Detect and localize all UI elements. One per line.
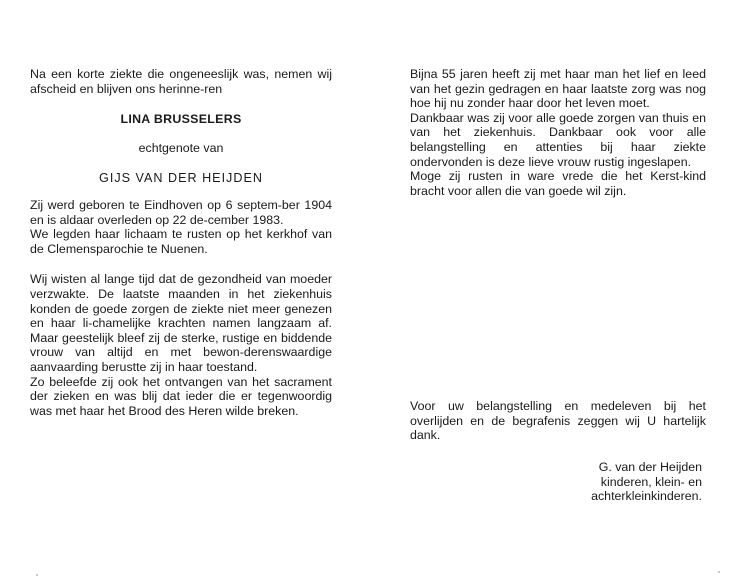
relation-text: echtgenote van: [138, 140, 224, 155]
signoff-line: achterkleinkinderen.: [591, 489, 702, 504]
sacrament-text: Zo beleefde zij ook het ontvangen van het sacrament der zieken en was blij dat ieder die er tegenwoordig was met haar het Brood des Heren wilde breken.: [30, 374, 332, 418]
signoff-line: kinderen, klein- en: [600, 474, 702, 489]
intro-text: Na een korte ziekte die ongeneeslijk was, nemen wij afscheid en blijven ons herinne-ren: [30, 67, 332, 96]
birth-death-text: Zij werd geboren te Eindhoven op 6 septem-ber 1904 en is aldaar overleden op 22 de-cember 1983.: [30, 197, 332, 227]
gratitude-text: Dankbaar was zij voor alle goede zorgen van thuis en van het ziekenhuis. Dankbaar ook voor alle belangstelling en attenties bij haar ziekte ondervonden is deze lieve vrouw rustig ingeslapen.: [410, 110, 706, 169]
print-speck: [718, 571, 720, 573]
burial-text: We legden haar lichaam te rusten op het kerkhof van de Clemensparochie te Nuenen.: [30, 227, 332, 256]
spouse-name: GIJS VAN DER HEIJDEN: [99, 171, 263, 186]
signoff: [560, 460, 710, 504]
illness-text: Wij wisten al lange tijd dat de gezondheid van moeder verzwakte. De laatste maanden in het ziekenhuis konden de goede zorgen de ziekte niet meer genezen en haar li-chamelijke krachten namen langzaam af. Maar geestelijk bleef zij de sterke, rustige en biddende vrouw van altijd en met bewon-derenswaardige aanvaarding berustte zij in haar toestand.: [30, 272, 332, 374]
left-column: [30, 67, 332, 418]
fold-line: [369, 0, 370, 579]
prayer-text: Moge zij rusten in ware vrede die het Kerst-kind bracht voor allen die van goede wil zijn.: [410, 169, 706, 198]
print-speck: [36, 574, 38, 576]
marriage-text: Bijna 55 jaren heeft zij met haar man het lief en leed van het gezin gedragen en haar laatste zorg was nog hoe hij nu zonder haar door het leven moet.: [410, 67, 706, 111]
thanks-text: Voor uw belangstelling en medeleven bij het overlijden en de begrafenis zeggen wij U hartelijk dank.: [410, 399, 706, 443]
deceased-name: LINA BRUSSELERS: [120, 112, 242, 127]
right-column: [410, 67, 706, 198]
signoff-line: G. van der Heijden: [598, 460, 702, 474]
